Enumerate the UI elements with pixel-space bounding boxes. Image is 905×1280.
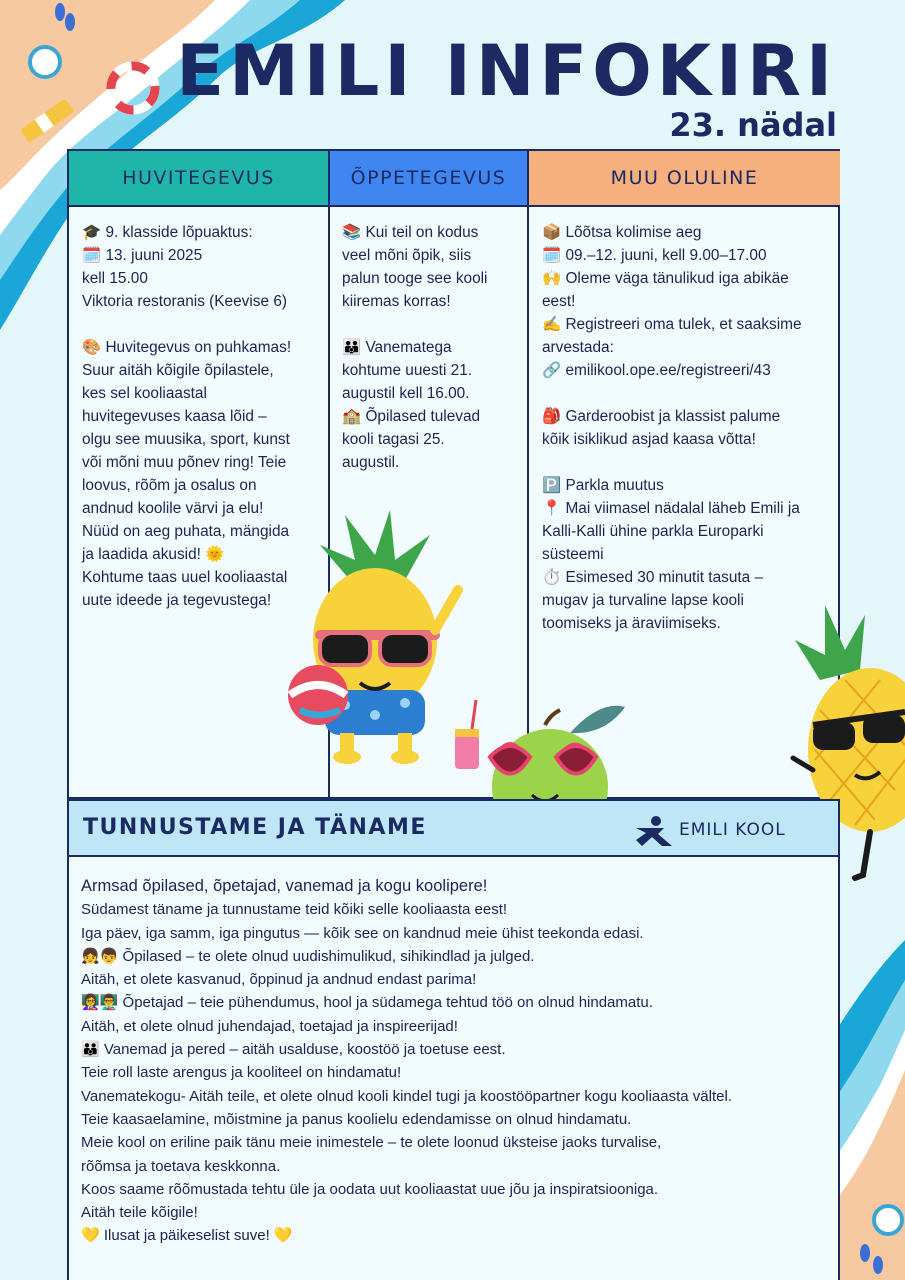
text-line: 🗓️ 13. juuni 2025 bbox=[82, 247, 203, 264]
thanks-line: 👩‍🏫👨‍🏫 Õpetajad – teie pühendumus, hool ja südamega tehtud töö on olnud hindamatu. bbox=[81, 994, 653, 1012]
thanks-line: Teie roll laste arengus ja kooliteel on hindamatu! bbox=[81, 1064, 402, 1082]
text-line: augustil kell 16.00. bbox=[342, 385, 470, 402]
spacer bbox=[342, 313, 522, 336]
column-header-oppetegevus: ÕPPETEGEVUS bbox=[330, 151, 527, 207]
text-line: kohtume uuesti 21. bbox=[342, 362, 473, 379]
thanks-line: Meie kool on eriline paik tänu meie inimestele – te olete loonud üksteise jaoks turvalise, bbox=[81, 1134, 662, 1152]
text-line: 📍 Mai viimasel nädalal läheb Emili ja bbox=[542, 500, 800, 517]
registration-link[interactable]: 🔗 emilikool.ope.ee/registreeri/43 bbox=[542, 362, 771, 379]
thanks-line: Südamest täname ja tunnustame teid kõiki selle kooliaasta eest! bbox=[81, 901, 508, 919]
text-line: andnud koolile värvi ja elu! bbox=[82, 500, 264, 517]
text-line: 🙌 Oleme väga tänulikud iga abikäe bbox=[542, 270, 789, 287]
text-line: palun tooge see kooli bbox=[342, 270, 488, 287]
text-line: 🎒 Garderoobist ja klassist palume bbox=[542, 408, 781, 425]
thanks-line: Teie kaasaelamine, mõistmine ja panus koolielu edendamisse on olnud hindamatu. bbox=[81, 1110, 632, 1128]
text-line: uute ideede ja tegevustega! bbox=[82, 592, 272, 609]
text-line: arvestada: bbox=[542, 339, 614, 356]
thanks-line: Vanematekogu- Aitäh teile, et olete olnud kooli kindel tugi ja koostööpartner kogu kooliaasta vältel. bbox=[81, 1087, 732, 1105]
text-line: veel mõni õpik, siis bbox=[342, 247, 472, 264]
thanks-line: rõõmsa ja toetava keskkonna. bbox=[81, 1157, 281, 1175]
text-line: 🏫 Õpilased tulevad bbox=[342, 408, 481, 425]
text-line: kes sel kooliaastal bbox=[82, 385, 207, 402]
text-line: eest! bbox=[542, 293, 576, 310]
text-line: augustil. bbox=[342, 454, 400, 471]
thanks-line: Aitäh teile kõigile! bbox=[81, 1204, 198, 1222]
text-line: või mõni muu põnev ring! Teie bbox=[82, 454, 287, 471]
text-line: kõik isiklikud asjad kaasa võtta! bbox=[542, 431, 756, 448]
text-line: 👪 Vanematega bbox=[342, 339, 452, 356]
column-header-muu-oluline: MUU OLULINE bbox=[529, 151, 840, 207]
spacer bbox=[542, 451, 837, 474]
text-line: Nüüd on aeg puhata, mängida bbox=[82, 523, 290, 540]
thanks-line: Armsad õpilased, õpetajad, vanemad ja kogu koolipere! bbox=[81, 877, 488, 895]
text-line: olgu see muusika, sport, kunst bbox=[82, 431, 290, 448]
column-body-muu-oluline bbox=[542, 221, 837, 635]
text-line: Kalli-Kalli ühine parkla Europarki bbox=[542, 523, 764, 540]
text-line: süsteemi bbox=[542, 546, 604, 563]
text-line: Viktoria restoranis (Keevise 6) bbox=[82, 293, 288, 310]
text-line: 📦 Lõõtsa kolimise aeg bbox=[542, 224, 702, 241]
school-name: EMILI KOOL bbox=[679, 820, 786, 840]
text-line: ⏱️ Esimesed 30 minutit tasuta – bbox=[542, 569, 764, 586]
text-line: Suur aitäh kõigile õpilastele, bbox=[82, 362, 274, 379]
text-line: 🎨 Huvitegevus on puhkamas! bbox=[82, 339, 292, 356]
thanks-line: 👪 Vanemad ja pered – aitäh usalduse, koostöö ja toetuse eest. bbox=[81, 1041, 506, 1059]
text-line: 🅿️ Parkla muutus bbox=[542, 477, 664, 494]
text-line: kooli tagasi 25. bbox=[342, 431, 445, 448]
thanks-body bbox=[67, 857, 840, 1280]
text-line: loovus, rõõm ja osalus on bbox=[82, 477, 257, 494]
thanks-line: 👧👦 Õpilased – te olete olnud uudishimulikud, sihikindlad ja julged. bbox=[81, 947, 535, 965]
text-line: ✍️ Registreeri oma tulek, et saaksime bbox=[542, 316, 802, 333]
thanks-title: TUNNUSTAME JA TÄNAME bbox=[83, 815, 427, 840]
column-header-huvitegevus: HUVITEGEVUS bbox=[69, 151, 328, 207]
thanks-line: 💛 Ilusat ja päikeselist suve! 💛 bbox=[81, 1227, 293, 1245]
text-line: ja laadida akusid! 🌞 bbox=[82, 546, 225, 563]
thanks-line: Koos saame rõõmustada tehtu üle ja oodata uut kooliaastat uue jõu ja inspiratsiooniga. bbox=[81, 1180, 659, 1198]
newsletter-title: EMILI INFOKIRI bbox=[176, 30, 837, 112]
text-line: 🎓 9. klasside lõpuaktus: bbox=[82, 224, 253, 241]
text-line: huvitegevuses kaasa lõid – bbox=[82, 408, 267, 425]
thanks-line: Aitäh, et olete olnud juhendajad, toetajad ja inspireerijad! bbox=[81, 1017, 458, 1035]
text-line: mugav ja turvaline lapse kooli bbox=[542, 592, 744, 609]
text-line: kell 15.00 bbox=[82, 270, 148, 287]
thanks-header bbox=[67, 799, 840, 857]
text-line: 🗓️ 09.–12. juuni, kell 9.00–17.00 bbox=[542, 247, 767, 264]
column-body-oppetegevus bbox=[342, 221, 522, 474]
spacer bbox=[542, 382, 837, 405]
spacer bbox=[82, 313, 322, 336]
week-number: 23. nädal bbox=[669, 106, 837, 144]
text-line: Kohtume taas uuel kooliaastal bbox=[82, 569, 288, 586]
thanks-line: Iga päev, iga samm, iga pingutus — kõik see on kandnud meie ühist teekonda edasi. bbox=[81, 924, 644, 942]
text-line: kiiremas korras! bbox=[342, 293, 451, 310]
text-line: toomiseks ja äraviimiseks. bbox=[542, 615, 721, 632]
emili-kool-logo-icon bbox=[634, 816, 674, 846]
text-line: 📚 Kui teil on kodus bbox=[342, 224, 479, 241]
thanks-line: Aitäh, et olete kasvanud, õppinud ja andnud endast parima! bbox=[81, 971, 477, 989]
